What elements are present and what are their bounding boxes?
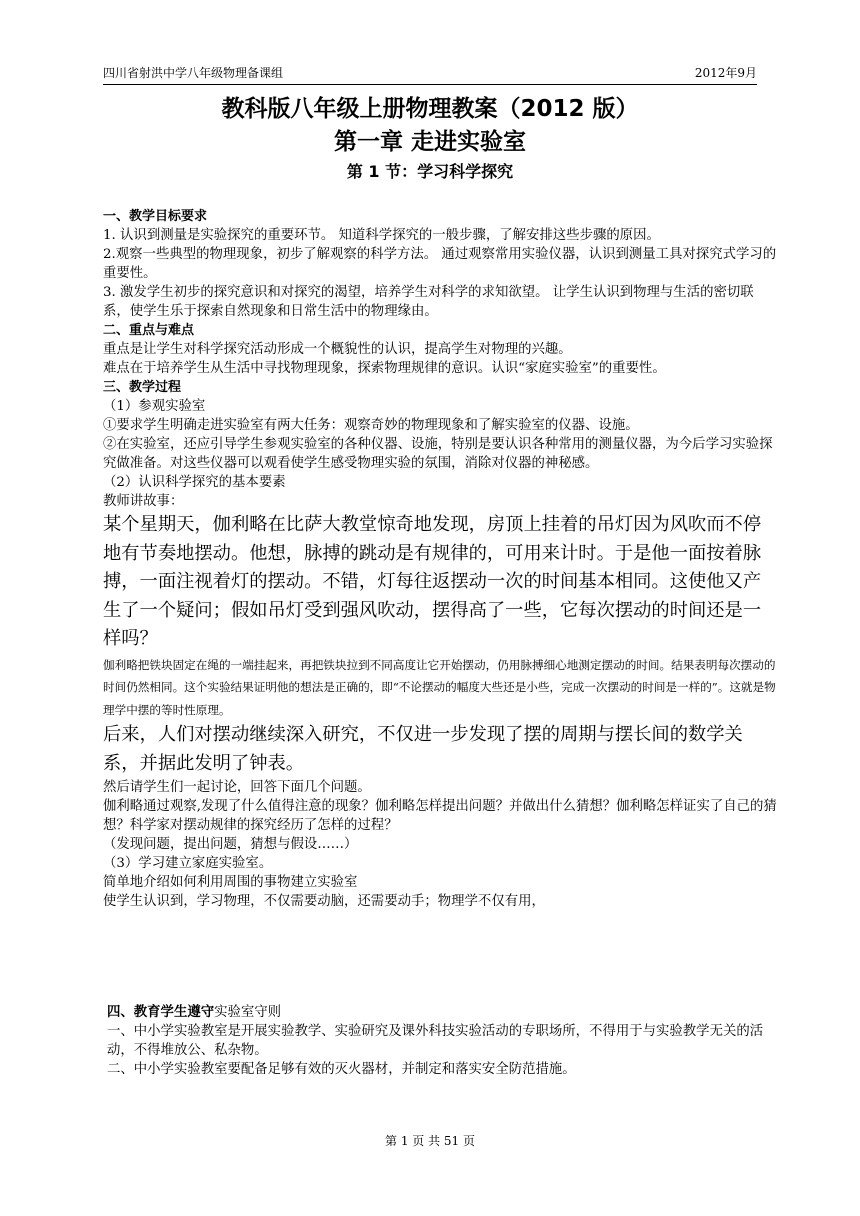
paragraph: 伽利略通过观察,发现了什么值得注意的现象？伽利略怎样提出问题？并做出什么猜想？伽利略怎样证实了自己的猜想？科学家对摆动规律的探究经历了怎样的过程？ xyxy=(103,799,777,833)
paragraph: 二、中小学实验教室要配备足够有效的灭火器材，并制定和落实安全防范措施。 xyxy=(107,1062,576,1077)
paragraph: （3）学习建立家庭实验室。 xyxy=(103,856,273,871)
section-heading-process: 三、教学过程 xyxy=(103,380,182,395)
paragraph: 简单地介绍如何利用周围的事物建立实验室 xyxy=(103,875,358,890)
paragraph: 3. 激发学生初步的探究意识和对探究的渴望，培养学生对科学的求知欲望。 让学生认识到物理与生活的密切联系，使学生乐于探索自然现象和日常生活中的物理缘由。 xyxy=(103,285,754,319)
story-small-paragraph: 伽利略把铁块固定在绳的一端挂起来，再把铁块拉到不同高度让它开始摆动，仍用脉搏细心地测定摆动的时间。结果表明每次摆动的时间仍然相同。这个实验结果证明他的想法是正确的，即“不论摆动的幅度大些还是小些，完成一次摆动的时间是一样的”。这就是物理学中摆的等时性原理。 xyxy=(103,657,776,717)
story-paragraph: 某个星期天，伽利略在比萨大教堂惊奇地发现，房顶上挂着的吊灯因为风吹而不停地有节奏地摆动。他想，脉搏的跳动是有规律的，可用来计时。于是他一面按着脉搏，一面注视着灯的摆动。不错，灯每往返摆动一次的时间基本相同。这使他又产生了一个疑问；假如吊灯受到强风吹动，摆得高了一些，它每次摆动的时间还是一样吗？ xyxy=(103,514,762,649)
section-heading-key-points: 二、重点与难点 xyxy=(103,323,195,338)
paragraph: 2.观察一些典型的物理现象，初步了解观察的科学方法。 通过观察常用实验仪器，认识到测量工具对探究式学习的重要性。 xyxy=(103,247,777,281)
lab-rules-section xyxy=(107,1003,779,1079)
paragraph: ②在实验室，还应引导学生参观实验室的各种仪器、设施，特别是要认识各种常用的测量仪器，为今后学习实验探究做准备。对这些仪器可以观看使学生感受物理实验的氛围，消除对仪器的神秘感。 xyxy=(103,437,773,471)
paragraph: （2）认识科学探究的基本要素 xyxy=(103,475,286,490)
section-title: 第 1 节：学习科学探究 xyxy=(346,162,514,181)
paragraph: 重点是让学生对科学探究活动形成一个概貌性的认识，提高学生对物理的兴趣。 xyxy=(103,342,572,357)
header-date: 2012年9月 xyxy=(694,66,757,80)
paragraph: 难点在于培养学生从生活中寻找物理现象，探索物理规律的意识。认识“家庭实验室”的重要性。 xyxy=(103,361,666,376)
section-heading-goals: 一、教学目标要求 xyxy=(103,209,208,224)
heading-rest-part: 实验室守则 xyxy=(214,1005,282,1020)
heading-bold-part: 四、教育学生遵守 xyxy=(107,1005,215,1020)
page-header xyxy=(103,64,757,85)
section-heading-lab-rules xyxy=(107,1003,779,1022)
paragraph: （发现问题，提出问题，猜想与假设……） xyxy=(103,837,358,852)
paragraph: 1. 认识到测量是实验探究的重要环节。 知道科学探究的一般步骤，了解安排这些步骤的原因。 xyxy=(103,228,660,243)
header-school: 四川省射洪中学八年级物理备课组 xyxy=(103,66,284,80)
main-content xyxy=(103,207,779,911)
page-number: 第 1 页 共 51 页 xyxy=(385,1134,475,1148)
paragraph: 一、中小学实验教室是开展实验教学、实验研究及课外科技实验活动的专职场所，不得用于与实验教学无关的活动，不得堆放公、私杂物。 xyxy=(107,1024,764,1058)
paragraph: 教师讲故事： xyxy=(103,494,184,509)
paragraph: 使学生认识到，学习物理，不仅需要动脑，还需要动手；物理学不仅有用， xyxy=(103,894,545,909)
document-title: 教科版八年级上册物理教案（2012 版） xyxy=(221,96,639,122)
paragraph: ①要求学生明确走进实验室有两大任务：观察奇妙的物理现象和了解实验室的仪器、设施。 xyxy=(103,418,639,433)
paragraph: 然后请学生们一起讨论，回答下面几个问题。 xyxy=(103,780,371,795)
chapter-title: 第一章 走进实验室 xyxy=(333,129,526,155)
paragraph: （1）参观实验室 xyxy=(103,399,206,414)
story-paragraph: 后来，人们对摆动继续深入研究，不仅进一步发现了摆的周期与摆长间的数学关系，并据此发明了钟表。 xyxy=(103,724,743,774)
